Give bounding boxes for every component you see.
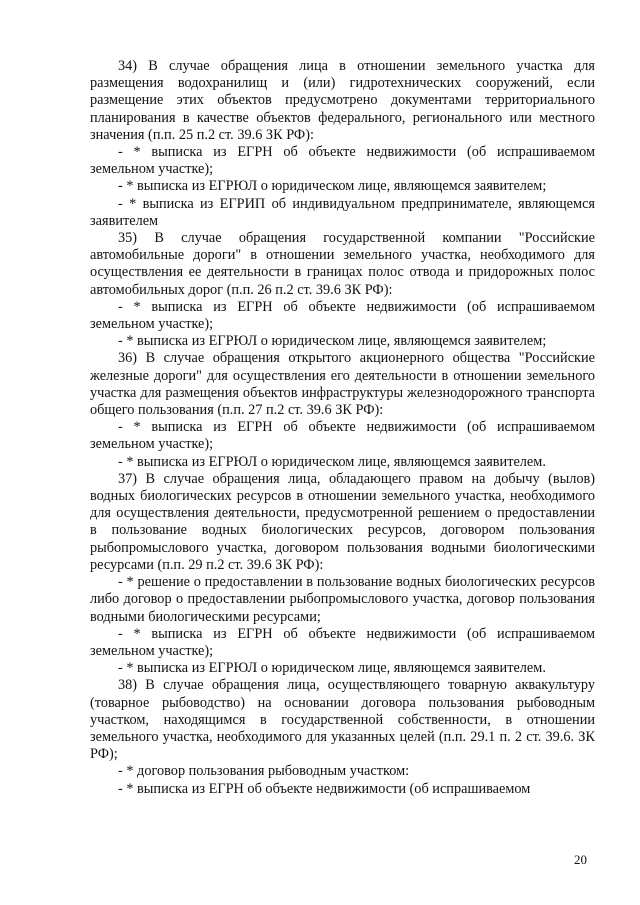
page-number: 20: [574, 852, 587, 867]
list-item: - * выписка из ЕГРЮЛ о юридическом лице, являющемся заявителем.: [118, 660, 546, 677]
list-item: - * выписка из ЕГРН об объекте недвижимости (об испрашиваемом земельном участке);: [90, 625, 595, 659]
list-item: - * выписка из ЕГРЮЛ о юридическом лице, являющемся заявителем;: [118, 178, 547, 195]
paragraph-38: 38) В случае обращения лица, осуществляющего товарную аквакультуру (товарное рыбоводство) на основании договора пользования рыбоводным участком, находящимся в государственной собственности, в отношении земельного участка, необходимого для указанных целей (п.п. 29.1 п. 2 ст. 39.6. ЗК РФ);: [90, 677, 595, 763]
paragraph-36: 36) В случае обращения открытого акционерного общества "Российские железные дороги" для осуществления его деятельности в отношении земельного участка для размещения объектов инфраструктуры железнодорожного транспорта общего пользования (п.п. 27 п.2 ст. 39.6 ЗК РФ):: [90, 350, 595, 419]
list-item: - * выписка из ЕГРН об объекте недвижимости (об испрашиваемом земельном участке);: [90, 144, 595, 178]
paragraph-35: 35) В случае обращения государственной компании "Российские автомобильные дороги" в отношении земельного участка, необходимого для осуществления ее деятельности в границах полос отвода и придорожных полос автомобильных дорог (п.п. 26 п.2 ст. 39.6 ЗК РФ):: [90, 230, 595, 298]
list-item: - * выписка из ЕГРЮЛ о юридическом лице, являющемся заявителем;: [118, 333, 547, 350]
list-item: - * выписка из ЕГРИП об индивидуальном предпринимателе, являющемся заявителем: [90, 195, 595, 229]
paragraph-34: 34) В случае обращения лица в отношении земельного участка для размещения водохранилищ и (или) гидротехнических сооружений, если размещение этих объектов предусмотрено документами территориального планирования в качестве объектов федерального, регионального или местного значения (п.п. 25 п.2 ст. 39.6 ЗК РФ):: [90, 58, 595, 143]
list-item: - * выписка из ЕГРН об объекте недвижимости (об испрашиваемом земельном участке);: [90, 298, 595, 333]
document-body: [90, 58, 595, 798]
list-item: - * договор пользования рыбоводным участком:: [118, 763, 410, 780]
list-item: - * выписка из ЕГРН об объекте недвижимости (об испрашиваемом: [118, 780, 531, 797]
list-item: - * выписка из ЕГРЮЛ о юридическом лице, являющемся заявителем.: [118, 453, 546, 470]
list-item: - * выписка из ЕГРН об объекте недвижимости (об испрашиваемом земельном участке);: [90, 419, 595, 453]
list-item: - * решение о предоставлении в пользование водных биологических ресурсов либо договор о предоставлении рыбопромыслового участка, договор пользования водными биологическими ресурсами;: [90, 574, 595, 625]
paragraph-37: 37) В случае обращения лица, обладающего правом на добычу (вылов) водных биологических ресурсов в отношении земельного участка, необходимого для осуществления деятельности, предусмотренной решением о предоставлении в пользование водных биологических ресурсов, договором пользования рыбопромыслового участка, договором пользования водными биологическими ресурсами (п.п. 29 п.2 ст. 39.6 ЗК РФ):: [90, 470, 595, 573]
